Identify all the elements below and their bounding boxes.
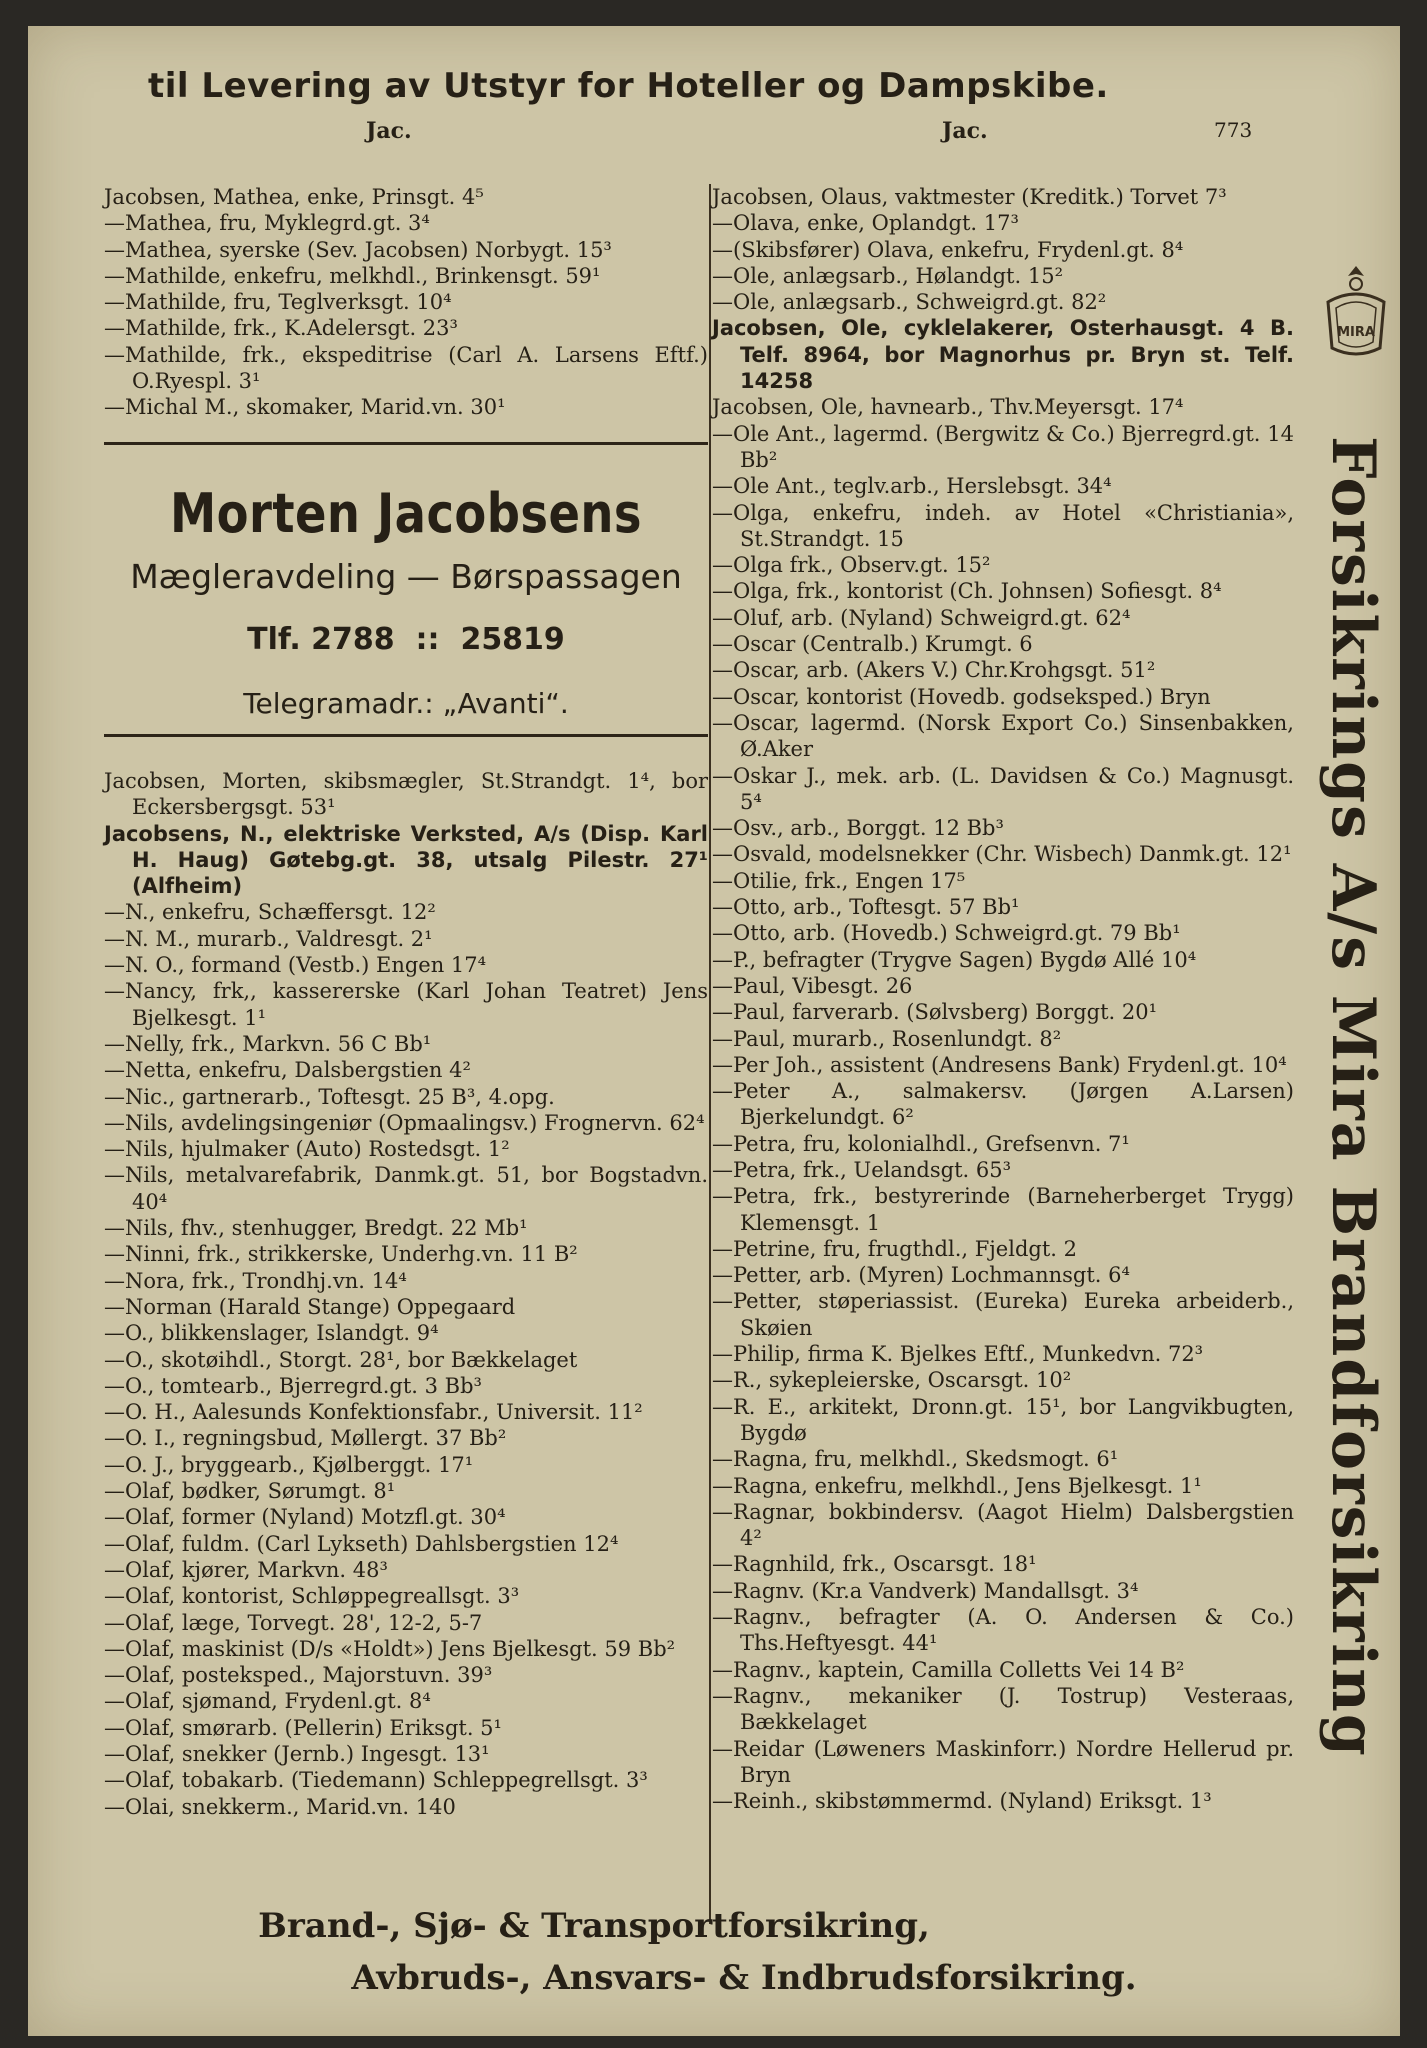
mira-logo-icon <box>1318 262 1394 362</box>
top-banner: til Levering av Utstyr for Hoteller og Dampskibe. <box>148 66 1109 106</box>
directory-entry: —Oskar J., mek. arb. (L. Davidsen & Co.) Magnusgt. 5⁴ <box>712 763 1294 814</box>
directory-entry: —Mathilde, frk., K.Adelersgt. 23³ <box>104 316 458 341</box>
directory-entry: Jacobsens, N., elektriske Verksted, A/s (Disp. Karl H. Haug) Gøtebg.gt. 38, utsalg Pilestr. 27¹ (Alfheim) <box>104 821 708 899</box>
directory-entry: —Mathilde, frk., ekspeditrise (Carl A. Larsens Eftf.) O.Ryespl. 3¹ <box>104 342 708 394</box>
directory-entry: —Nils, avdelingsingeniør (Opmaalingsv.) Frognervn. 62⁴ <box>104 1110 705 1135</box>
directory-entry: —Petra, frk., Uelandsgt. 65³ <box>712 1157 1012 1182</box>
directory-entry: —Olga frk., Observ.gt. 15² <box>712 553 991 578</box>
directory-entry: —O. I., regningsbud, Møllergt. 37 Bb² <box>104 1426 507 1451</box>
left-column-bottom-entries <box>104 768 708 1820</box>
directory-entry: —Michal M., skomaker, Marid.vn. 30¹ <box>104 395 506 420</box>
directory-entry: —N. O., formand (Vestb.) Engen 17⁴ <box>104 953 487 978</box>
directory-entry: —Oscar, lagermd. (Norsk Export Co.) Sinsenbakken, Ø.Aker <box>712 710 1294 762</box>
directory-entry: —Oscar (Centralb.) Krumgt. 6 <box>712 632 1033 657</box>
directory-entry: —Olaf, former (Nyland) Motzfl.gt. 30⁴ <box>104 1505 506 1530</box>
directory-entry: Jacobsen, Ole, havnearb., Thv.Meyersgt. 17⁴ <box>712 395 1184 420</box>
directory-entry: —Olaf, kontorist, Schløppegreallsgt. 3³ <box>104 1584 520 1609</box>
page-number: 773 <box>1214 118 1253 142</box>
directory-entry: —N. M., murarb., Valdresgt. 2¹ <box>104 926 433 951</box>
directory-entry: —Petra, frk., bestyrerinde (Barneherberget Trygg) Klemensgt. 1 <box>712 1184 1294 1235</box>
directory-entry: —Philip, firma K. Bjelkes Eftf., Munkedvn. 72³ <box>712 1342 1204 1367</box>
directory-entry: —O. H., Aalesunds Konfektionsfabr., Universit. 11² <box>104 1400 643 1425</box>
left-column-heading: Jac. <box>366 118 412 144</box>
directory-entry: —Paul, farverarb. (Sølvsberg) Borggt. 20¹ <box>712 1000 1158 1025</box>
directory-entry: —Netta, enkefru, Dalsbergstien 4² <box>104 1058 471 1083</box>
directory-entry: —O., tomtearb., Bjerregrd.gt. 3 Bb³ <box>104 1373 482 1398</box>
directory-entry: Jacobsen, Olaus, vaktmester (Kreditk.) Torvet 7³ <box>712 185 1227 209</box>
directory-entry: —R. E., arkitekt, Dronn.gt. 15¹, bor Langvikbugten, Bygdø <box>712 1394 1294 1445</box>
directory-entry: —Olaf, posteksped., Majorstuvn. 39³ <box>104 1663 493 1688</box>
ad-subtitle: Mægleravdeling — Børspassagen <box>130 557 682 596</box>
footer-line-1: Brand-, Sjø- & Transportforsikring, <box>258 1906 930 1946</box>
directory-entry: —Mathea, fru, Myklegrd.gt. 3⁴ <box>104 211 430 236</box>
directory-entry: —Otilie, frk., Engen 17⁵ <box>712 868 966 893</box>
directory-entry: —Oscar, kontorist (Hovedb. godseksped.) Bryn <box>712 684 1211 709</box>
directory-entry: —Mathilde, fru, Teglverksgt. 10⁴ <box>104 290 452 315</box>
directory-entry: —Oscar, arb. (Akers V.) Chr.Krohgsgt. 51² <box>712 658 1156 683</box>
directory-entry: —Olaf, sjømand, Frydenl.gt. 8⁴ <box>104 1689 431 1714</box>
directory-entry: —Olaf, læge, Torvegt. 28', 12-2, 5-7 <box>104 1610 483 1635</box>
directory-entry: Jacobsen, Ole, cyklelakerer, Osterhausgt. 4 B. Telf. 8964, bor Magnorhus pr. Bryn st. Telf. 14258 <box>712 316 1294 394</box>
directory-entry: —Reidar (Løweners Maskinforr.) Nordre Hellerud pr. Bryn <box>712 1736 1294 1787</box>
ad-telegram: Telegramadr.: „Avanti“. <box>243 687 569 720</box>
directory-entry: —Ragnv., befragter (A. O. Andersen & Co.) Ths.Heftyesgt. 44¹ <box>712 1605 1294 1656</box>
left-column-top-entries <box>104 184 708 421</box>
column-divider <box>709 184 711 1924</box>
directory-entry: —Nils, fhv., stenhugger, Bredgt. 22 Mb¹ <box>104 1216 528 1241</box>
directory-entry: —Ragna, enkefru, melkhdl., Jens Bjelkesgt. 1¹ <box>712 1473 1202 1498</box>
directory-entry: —(Skibsfører) Olava, enkefru, Frydenl.gt. 8⁴ <box>712 237 1184 262</box>
directory-entry: —Petter, støperiassist. (Eureka) Eureka arbeiderb., Skøien <box>712 1289 1294 1340</box>
directory-entry: —N., enkefru, Schæffersgt. 12² <box>104 900 436 925</box>
directory-entry: —Olaf, snekker (Jernb.) Ingesgt. 13¹ <box>104 1741 490 1766</box>
directory-entry: —Osv., arb., Borggt. 12 Bb³ <box>712 816 1004 841</box>
footer-line-2: Avbruds-, Ansvars- & Indbrudsforsikring. <box>351 1958 1137 1998</box>
directory-entry: —Ragnv., kaptein, Camilla Colletts Vei 14 B² <box>712 1657 1185 1682</box>
directory-entry: —Mathea, syerske (Sev. Jacobsen) Norbygt. 15³ <box>104 237 612 262</box>
directory-entry: —Ragnv., mekaniker (J. Tostrup) Vesteraas, Bækkelaget <box>712 1683 1294 1735</box>
directory-entry: —Otto, arb. (Hovedb.) Schweigrd.gt. 79 Bb¹ <box>712 921 1181 946</box>
directory-entry: —P., befragter (Trygve Sagen) Bygdø Allé 10⁴ <box>712 947 1197 972</box>
ad-top-rule <box>104 442 708 445</box>
directory-entry: —Ole, anlægsarb., Hølandgt. 15² <box>712 263 1063 288</box>
side-advertisement: Forsikrings A/s Mira Brandforsikring <box>1318 436 1388 1758</box>
directory-entry: —Olaf, fuldm. (Carl Lykseth) Dahlsbergstien 12⁴ <box>104 1531 619 1556</box>
directory-entry: —Reinh., skibstømmermd. (Nyland) Eriksgt. 1³ <box>712 1789 1212 1814</box>
directory-entry: —Mathilde, enkefru, melkhdl., Brinkensgt. 59¹ <box>104 263 601 288</box>
directory-entry: —Ole Ant., lagermd. (Bergwitz & Co.) Bjerregrd.gt. 14 Bb² <box>712 421 1294 472</box>
directory-entry: —R., sykepleierske, Oscarsgt. 10² <box>712 1368 1072 1393</box>
directory-entry: —Nelly, frk., Markvn. 56 C Bb¹ <box>104 1031 432 1056</box>
directory-entry: —Olaf, smørarb. (Pellerin) Eriksgt. 5¹ <box>104 1715 502 1740</box>
directory-entry: —Ragna, fru, melkhdl., Skedsmogt. 6¹ <box>712 1447 1119 1472</box>
directory-entry: —Otto, arb., Toftesgt. 57 Bb¹ <box>712 895 1020 920</box>
directory-entry: Jacobsen, Mathea, enke, Prinsgt. 4⁵ <box>104 185 484 209</box>
directory-entry: —Olaf, tobakarb. (Tiedemann) Schleppegrellsgt. 3³ <box>104 1768 648 1793</box>
directory-entry: —Olaf, bødker, Sørumgt. 8¹ <box>104 1479 396 1504</box>
svg-text:MIRA: MIRA <box>1337 325 1375 340</box>
ad-title: Morten Jacobsens <box>170 482 642 545</box>
directory-entry: —O., skotøihdl., Storgt. 28¹, bor Bækkelaget <box>104 1347 578 1372</box>
directory-entry: —Nils, hjulmaker (Auto) Rostedsgt. 1² <box>104 1137 510 1162</box>
directory-entry: —Petter, arb. (Myren) Lochmannsgt. 6⁴ <box>712 1263 1130 1288</box>
directory-entry: —Norman (Harald Stange) Oppegaard <box>104 1294 516 1319</box>
right-column-entries <box>712 184 1294 1814</box>
directory-entry: —O., blikkenslager, Islandgt. 9⁴ <box>104 1321 439 1346</box>
directory-entry: —Petrine, fru, frugthdl., Fjeldgt. 2 <box>712 1236 1077 1261</box>
directory-entry: —Nils, metalvarefabrik, Danmk.gt. 51, bor Bogstadvn. 40⁴ <box>104 1163 708 1214</box>
directory-page <box>28 26 1400 2036</box>
ad-phone: Tlf. 2788 :: 25819 <box>247 622 565 657</box>
directory-entry: —Ole Ant., teglv.arb., Herslebsgt. 34⁴ <box>712 474 1112 499</box>
directory-entry: —Peter A., salmakersv. (Jørgen A.Larsen) Bjerkelundgt. 6² <box>712 1079 1294 1130</box>
directory-entry: —Paul, murarb., Rosenlundgt. 8² <box>712 1026 1062 1051</box>
directory-entry: —Olga, frk., kontorist (Ch. Johnsen) Sofiesgt. 8⁴ <box>712 579 1222 604</box>
directory-entry: Jacobsen, Morten, skibsmægler, St.Strandgt. 1⁴, bor Eckersbergsgt. 53¹ <box>104 769 708 820</box>
directory-entry: —Ole, anlægsarb., Schweigrd.gt. 82² <box>712 290 1107 315</box>
directory-entry: —Osvald, modelsnekker (Chr. Wisbech) Danmk.gt. 12¹ <box>712 842 1292 867</box>
directory-entry: —Petra, fru, kolonialhdl., Grefsenvn. 7¹ <box>712 1131 1130 1156</box>
directory-entry: —Nancy, frk,, kassererske (Karl Johan Teatret) Jens Bjelkesgt. 1¹ <box>104 979 708 1030</box>
directory-entry: —Oluf, arb. (Nyland) Schweigrd.gt. 62⁴ <box>712 605 1131 630</box>
directory-entry: —Olaf, kjører, Markvn. 48³ <box>104 1557 388 1582</box>
directory-entry: —Paul, Vibesgt. 26 <box>712 973 913 998</box>
directory-entry: —Olaf, maskinist (D/s «Holdt») Jens Bjelkesgt. 59 Bb² <box>104 1636 676 1661</box>
morten-jacobsens-ad <box>104 476 708 720</box>
ad-bottom-rule <box>104 734 708 737</box>
directory-entry: —Ragnv. (Kr.a Vandverk) Mandallsgt. 3⁴ <box>712 1578 1139 1603</box>
right-column-heading: Jac. <box>942 118 988 144</box>
directory-entry: —Nic., gartnerarb., Toftesgt. 25 B³, 4.opg. <box>104 1084 555 1109</box>
directory-entry: —Ragnhild, frk., Oscarsgt. 18¹ <box>712 1552 1037 1577</box>
directory-entry: —Ragnar, bokbindersv. (Aagot Hielm) Dalsbergstien 4² <box>712 1499 1294 1551</box>
directory-entry: —Olga, enkefru, indeh. av Hotel «Christiania», St.Strandgt. 15 <box>712 500 1294 551</box>
directory-entry: —Nora, frk., Trondhj.vn. 14⁴ <box>104 1268 407 1293</box>
directory-entry: —Ninni, frk., strikkerske, Underhg.vn. 11 B² <box>104 1242 578 1267</box>
directory-entry: —Olava, enke, Oplandgt. 17³ <box>712 211 1019 236</box>
directory-entry: —O. J., bryggearb., Kjølberggt. 17¹ <box>104 1452 474 1477</box>
directory-entry: —Olai, snekkerm., Marid.vn. 140 <box>104 1794 456 1819</box>
directory-entry: —Per Joh., assistent (Andresens Bank) Frydenl.gt. 10⁴ <box>712 1052 1287 1077</box>
